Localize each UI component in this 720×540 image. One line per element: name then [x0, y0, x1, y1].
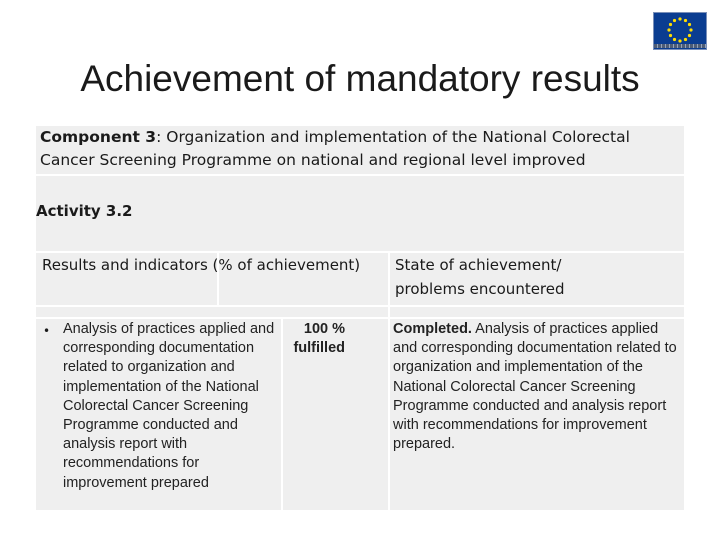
activity-label: Activity 3.2 — [36, 202, 133, 220]
status-label: Completed. — [393, 321, 472, 337]
status-description: Analysis of practices applied and corresponding documentation related to organization and implementation of the National Colorectal Cancer Screening Programme conducted and analysis report with recommendations for improvement prepared. — [393, 321, 677, 453]
results-header: Results and indicators (% of achievement) — [42, 256, 361, 274]
status-text — [393, 320, 678, 454]
component-row — [36, 126, 684, 176]
result-description: Analysis of practices applied and corresponding documentation related to organization and implementation of the National Colorectal Cancer Screening Programme conducted and analysis report with recommendations for improvement prepared — [63, 321, 275, 491]
component-label: Component 3 — [40, 128, 157, 146]
state-header: State of achievement/ problems encountered — [395, 256, 565, 298]
component-text — [40, 126, 680, 172]
component-description: : Organization and implementation of the National Colorectal Cancer Screening Programme on national and regional level improved — [40, 128, 630, 169]
results-header-cell — [36, 253, 388, 305]
bullet-icon: • — [43, 324, 51, 338]
page-title: Achievement of mandatory results — [80, 58, 640, 99]
spacer-row — [36, 307, 684, 317]
state-header-cell — [390, 253, 684, 305]
achievement-value: 100 % fulfilled — [293, 321, 345, 357]
eu-logo-caption — [654, 44, 706, 48]
activity-row — [36, 176, 684, 253]
